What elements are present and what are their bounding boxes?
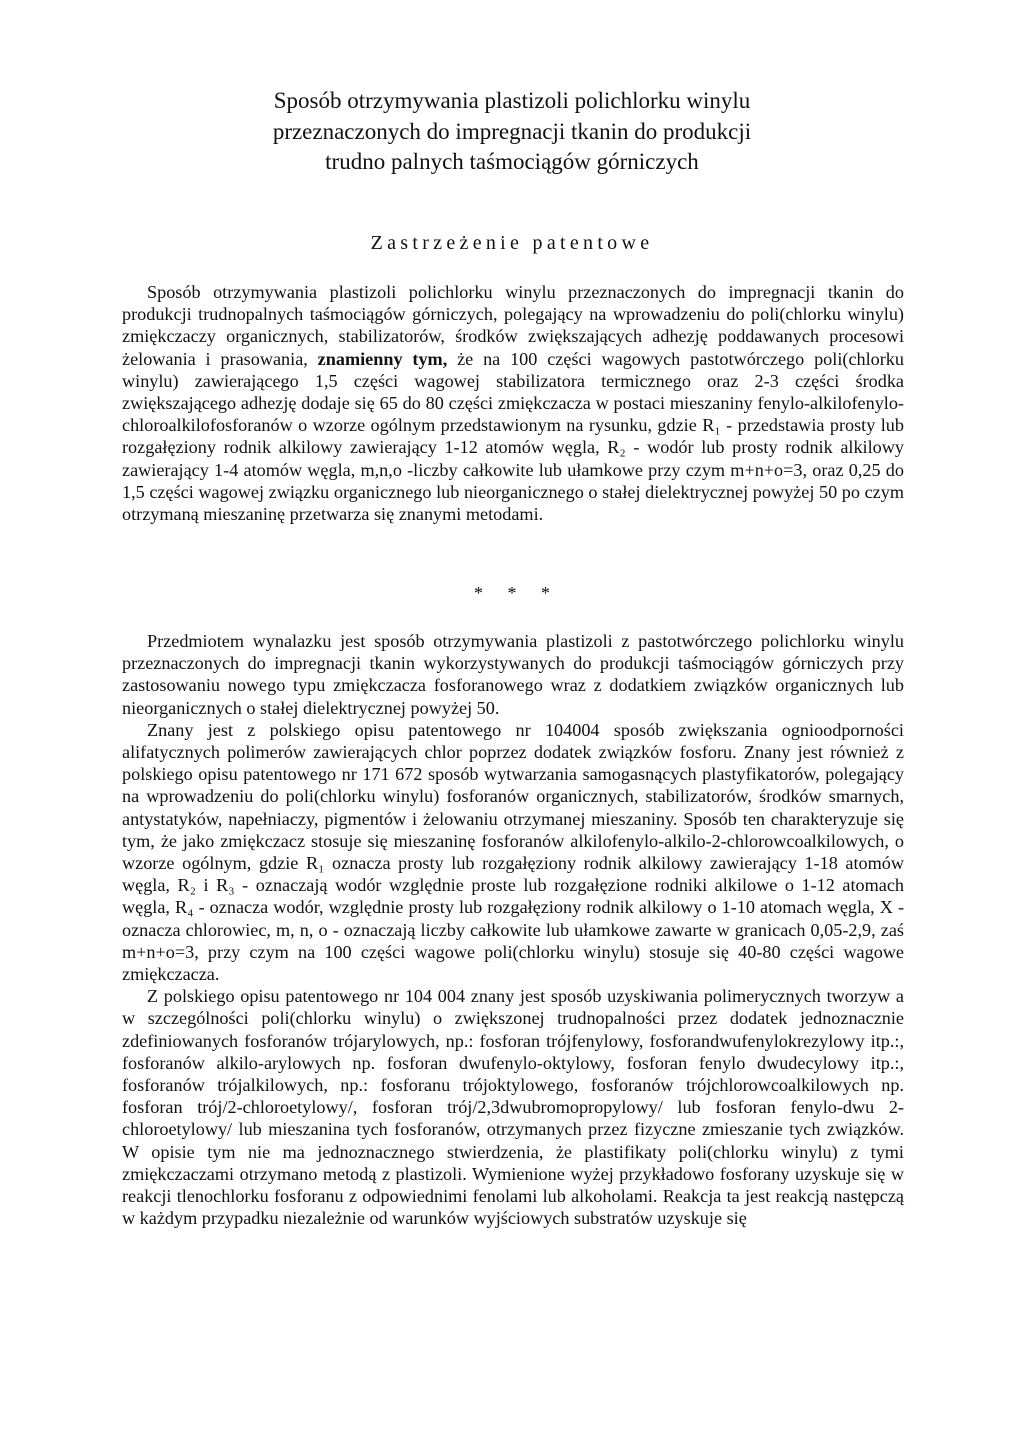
description-paragraph: Z polskiego opisu patentowego nr 104 004 znany jest sposób uzyskiwania polimerycznych tworzyw a w szczególności poli(chlorku winylu) o zwiększonej trudnopalności przez dodatek jednoznacznie zdefiniowanych fosforanów trójarylowych, np.: fosforan trójfenylowy, fosforandwufenylokrezylowy itp.:, fosforanów alkilo-arylowych np. fosforan dwufenylo-oktylowy, fosforan fenylo dwudecylowy itp.:, fosforanów trójalkilowych, np.: fosforanu trójoktylowego, fosforanów trójchlorowcoalkilowych np. fosforan trój/2-chloroetylowy/, fosforan trój/2,3dwubromopropylowy/ lub fosforan fenylo-dwu 2-chloroetylowy/ lub mieszanina tych fosforanów, otrzymanych przez fizyczne zmieszanie tych związków. W opisie tym nie ma jednoznacznego stwierdzenia, że plastifikaty poli(chlorku winylu) z tymi zmiękczaczami otrzymano metodą z plastizoli. Wymienione wyżej przykładowo fosforany uzyskuje się w reakcji tlenochlorku fosforanu z odpowiednimi fenolami lub alkoholami. Reakcja ta jest reakcją następczą w każdym przypadku niezależnie od warunków wyjściowych substratów uzyskuje się [122, 986, 904, 1229]
claims-heading: Zastrzeżenie patentowe [370, 232, 654, 254]
description-paragraph: Przedmiotem wynalazku jest sposób otrzymywania plastizoli z pastotwórczego polichlorku winylu przeznaczonych do impregnacji tkanin wykorzystywanych do produkcji taśmociągów górniczych przy zastosowaniu nowego typu zmiękczacza fosforanowego wraz z dodatkiem związków organicznych lub nieorganicznych o stałej dielektrycznej powyżej 50. [122, 631, 904, 718]
description-body [122, 630, 904, 1229]
title-line: Sposób otrzymywania plastizoli polichlorku winylu [273, 88, 751, 113]
claim-paragraph [122, 281, 904, 525]
claim-text-part2: że na 100 części wagowych pastotwórczego poli(chlorku winylu) zawierającego 1,5 części wagowej stabilizatora termicznego oraz 2-3 części środka zwiększającego adhezję dodaje się 65 do 80 części zmiękczacza w postaci mieszaniny fenylo-alkilofenylo-chloroalkilofosforanów o wzorze ogólnym przedstawionym na rysunku, gdzie R₁ - przedstawia prosty lub rozgałęziony rodnik alkilowy zawierający 1-12 atomów węgla, R₂ - wodór lub prosty rodnik alkilowy zawierający 1-4 atomów węgla, m,n,o -liczby całkowite lub ułamkowe przy czym m+n+o=3, oraz 0,25 do 1,5 części wagowej związku organicznego lub nieorganicznego o stałej dielektrycznej powyżej 50 po czym otrzymaną mieszaninę przetwarza się znanymi metodami. [122, 348, 904, 525]
patent-claim [122, 281, 904, 525]
claim-characterizing-phrase: znamienny tym, [317, 348, 448, 369]
title-line: przeznaczonych do impregnacji tkanin do produkcji [272, 118, 752, 144]
description-paragraph: Znany jest z polskiego opisu patentowego nr 104004 sposób zwiększania ognioodporności alifatycznych polimerów zawierających chlor poprzez dodatek związków fosforu. Znany jest również z polskiego opisu patentowego nr 171 672 sposób wytwarzania samogasnących plastyfikatorów, polegający na wprowadzeniu do poli(chlorku winylu) fosforanów organicznych, stabilizatorów, środków smarnych, antystatyków, napełniaczy, pigmentów i żelowaniu otrzymanej mieszaniny. Sposób ten charakteryzuje się tym, że jako zmiękczacz stosuje się mieszaninę fosforanów alkilofenylo-alkilo-2-chlorowcoalkilowych, o wzorze ogólnym, gdzie R₁ oznacza prosty lub rozgałęziony rodnik alkilowy zawierający 1-18 atomów węgla, R₂ i R₃ - oznaczają wodór względnie proste lub rozgałęzione rodniki alkilowe o 1-12 atomach węgla, R₄ - oznacza wodór, względnie prosty lub rozgałęziony rodnik alkilowy o 1-10 atomach węgla, X - oznacza chlorowiec, m, n, o - oznaczają liczby całkowite lub ułamkowe zawarte w granicach 0,05-2,9, zaś m+n+o=3, przy czym na 100 części wagowe poli(chlorku winylu) stosuje się 40-80 części wagowe zmiękczacza. [122, 719, 904, 985]
document-title [0, 86, 1024, 178]
section-separator: * * * [474, 583, 560, 603]
title-line: trudno palnych taśmociągów górniczych [325, 149, 699, 174]
claim-text-part1: Sposób otrzymywania plastizoli polichlorku winylu przeznaczonych do impregnacji tkanin do produkcji trudnopalnych taśmociągów górniczych, polegający na wprowadzeniu do poli(chlorku winylu) zmiękczaczy organicznych, stabilizatorów, środków zwiększających adhezję poddawanych procesowi żelowania i prasowania, [122, 282, 904, 369]
